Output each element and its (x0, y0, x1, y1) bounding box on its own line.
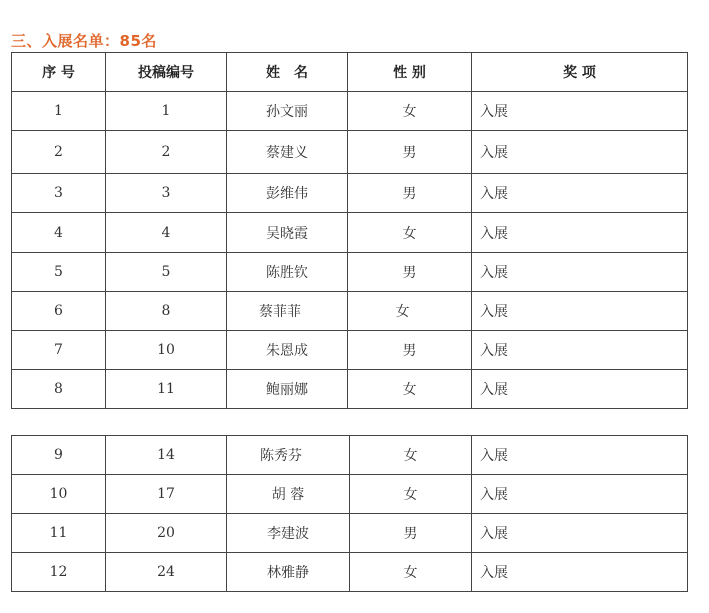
table-row (12, 370, 688, 409)
cell-gender: 男 (348, 131, 472, 174)
cell-seq: 3 (12, 174, 106, 213)
cell-gender: 女 (348, 92, 472, 131)
cell-submission-no: 11 (106, 370, 227, 409)
table-row (12, 92, 688, 131)
cell-name: 李建波 (227, 514, 350, 553)
cell-gender: 男 (348, 253, 472, 292)
table-row (12, 131, 688, 174)
table-row (12, 292, 688, 331)
cell-submission-no: 5 (106, 253, 227, 292)
cell-name: 吴晓霞 (227, 213, 348, 253)
cell-name: 胡 蓉 (227, 475, 350, 514)
cell-name: 林雅静 (227, 553, 350, 592)
cell-submission-no: 8 (106, 292, 227, 331)
cell-award: 入展 (472, 292, 688, 331)
cell-submission-no: 20 (106, 514, 227, 553)
cell-gender: 男 (348, 174, 472, 213)
cell-seq: 1 (12, 92, 106, 131)
cell-seq: 8 (12, 370, 106, 409)
table-row (12, 436, 688, 475)
cell-gender: 女 (348, 370, 472, 409)
cell-award: 入展 (472, 331, 688, 370)
section-title: 三、入展名单：85名 (11, 32, 157, 50)
cell-gender: 女 (350, 436, 472, 475)
cell-submission-no: 1 (106, 92, 227, 131)
cell-seq: 9 (12, 436, 106, 475)
cell-name: 鲍丽娜 (227, 370, 348, 409)
table-header-row (12, 53, 688, 92)
cell-submission-no: 10 (106, 331, 227, 370)
cell-award: 入展 (472, 131, 688, 174)
cell-name: 陈胜钦 (227, 253, 348, 292)
cell-submission-no: 17 (106, 475, 227, 514)
cell-gender: 女 (348, 292, 472, 331)
cell-name: 孙文丽 (227, 92, 348, 131)
cell-seq: 4 (12, 213, 106, 253)
cell-name: 陈秀芬 (227, 436, 350, 475)
header-gender: 性 别 (348, 53, 472, 92)
cell-award: 入展 (472, 553, 688, 592)
cell-submission-no: 24 (106, 553, 227, 592)
cell-seq: 2 (12, 131, 106, 174)
header-award: 奖 项 (472, 53, 688, 92)
cell-name: 蔡建义 (227, 131, 348, 174)
table-row (12, 514, 688, 553)
table-row (12, 475, 688, 514)
cell-award: 入展 (472, 92, 688, 131)
cell-submission-no: 4 (106, 213, 227, 253)
cell-gender: 男 (348, 331, 472, 370)
cell-seq: 6 (12, 292, 106, 331)
cell-name: 朱恩成 (227, 331, 348, 370)
header-name: 姓 名 (227, 53, 348, 92)
table-row (12, 174, 688, 213)
cell-award: 入展 (472, 514, 688, 553)
cell-name: 蔡菲菲 (227, 292, 348, 331)
cell-gender: 女 (350, 475, 472, 514)
cell-submission-no: 3 (106, 174, 227, 213)
roster-table-part2 (11, 435, 688, 592)
cell-submission-no: 2 (106, 131, 227, 174)
cell-award: 入展 (472, 213, 688, 253)
cell-name: 彭维伟 (227, 174, 348, 213)
cell-award: 入展 (472, 475, 688, 514)
roster-table-part1 (11, 52, 688, 409)
table-row (12, 213, 688, 253)
cell-seq: 11 (12, 514, 106, 553)
cell-award: 入展 (472, 370, 688, 409)
cell-gender: 女 (348, 213, 472, 253)
table-row (12, 553, 688, 592)
cell-seq: 5 (12, 253, 106, 292)
cell-submission-no: 14 (106, 436, 227, 475)
cell-award: 入展 (472, 253, 688, 292)
table-row (12, 253, 688, 292)
cell-award: 入展 (472, 174, 688, 213)
table-row (12, 331, 688, 370)
cell-seq: 10 (12, 475, 106, 514)
header-seq: 序 号 (12, 53, 106, 92)
cell-gender: 女 (350, 553, 472, 592)
header-submission-no: 投稿编号 (106, 53, 227, 92)
cell-gender: 男 (350, 514, 472, 553)
cell-award: 入展 (472, 436, 688, 475)
cell-seq: 12 (12, 553, 106, 592)
cell-seq: 7 (12, 331, 106, 370)
